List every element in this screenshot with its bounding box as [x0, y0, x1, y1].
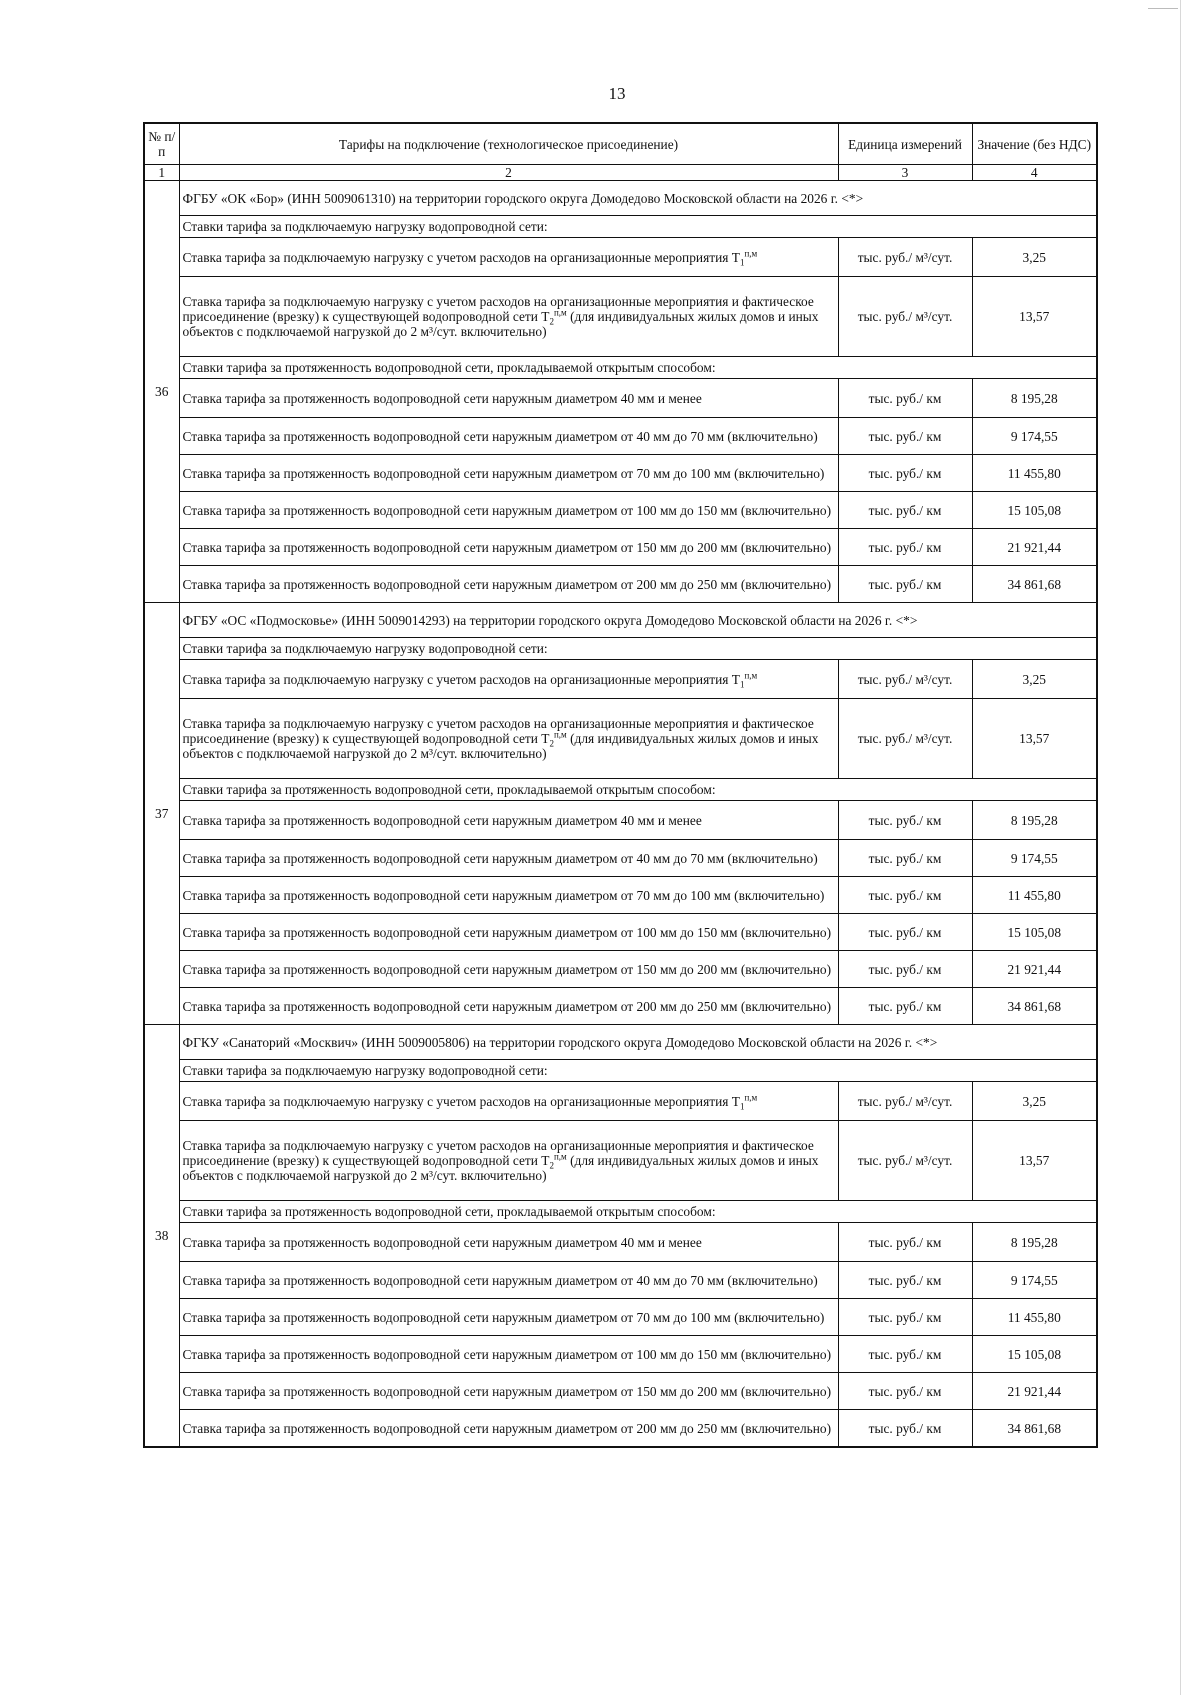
rate-t2-text: Ставка тарифа за подключаемую нагрузку с учетом расходов на организационные мероприятия и фактическое присоединение (врезку) к существующей водопроводной сети Т — [182, 1138, 814, 1168]
unit-cell: тыс. руб./ км — [838, 840, 972, 877]
page-number: 13 — [608, 84, 626, 103]
header-description: Тарифы на подключение (технологическое присоединение) — [179, 123, 838, 165]
value-cell: 34 861,68 — [972, 1410, 1097, 1448]
unit-cell: тыс. руб./ м³/сут. — [838, 238, 972, 277]
unit-cell: тыс. руб./ км — [838, 1299, 972, 1336]
unit-cell: тыс. руб./ км — [838, 455, 972, 492]
value-cell: 21 921,44 — [972, 529, 1097, 566]
table-row — [144, 877, 1097, 914]
value-cell: 9 174,55 — [972, 1262, 1097, 1299]
value-cell: 34 861,68 — [972, 566, 1097, 603]
subsection-row — [144, 1060, 1097, 1082]
load-rates-heading: Ставки тарифа за подключаемую нагрузку водопроводной сети: — [179, 216, 1097, 238]
value-cell: 3,25 — [972, 660, 1097, 699]
table-row — [144, 238, 1097, 277]
length-rate-description: Ставка тарифа за протяженность водопроводной сети наружным диаметром от 150 мм до 200 мм (включительно) — [179, 1373, 838, 1410]
superscript-index: п,м — [744, 670, 758, 681]
unit-cell: тыс. руб./ км — [838, 914, 972, 951]
value-cell: 3,25 — [972, 1082, 1097, 1121]
rate-t2-description — [179, 699, 838, 779]
superscript-index: п,м — [553, 1151, 567, 1162]
row-number: 36 — [144, 181, 179, 603]
rate-t1-text: Ставка тарифа за подключаемую нагрузку с учетом расходов на организационные мероприятия Т — [182, 671, 740, 687]
rate-t2-description — [179, 1121, 838, 1201]
value-cell: 15 105,08 — [972, 1336, 1097, 1373]
value-cell: 11 455,80 — [972, 1299, 1097, 1336]
organization-row — [144, 603, 1097, 638]
length-rate-description: Ставка тарифа за протяженность водопроводной сети наружным диаметром от 70 мм до 100 мм (включительно) — [179, 1299, 838, 1336]
table-row — [144, 914, 1097, 951]
value-cell: 13,57 — [972, 699, 1097, 779]
table-row — [144, 840, 1097, 877]
superscript-index: п,м — [553, 729, 567, 740]
unit-cell: тыс. руб./ км — [838, 988, 972, 1025]
length-rates-heading: Ставки тарифа за протяженность водопроводной сети, прокладываемой открытым способом: — [179, 779, 1097, 801]
length-rate-description: Ставка тарифа за протяженность водопроводной сети наружным диаметром от 200 мм до 250 мм (включительно) — [179, 1410, 838, 1448]
unit-cell: тыс. руб./ км — [838, 801, 972, 840]
subscript-index: 2 — [549, 1160, 554, 1171]
superscript-index: п,м — [744, 1092, 758, 1103]
header-unit: Единица измерений — [838, 123, 972, 165]
value-cell: 11 455,80 — [972, 455, 1097, 492]
table-row — [144, 1121, 1097, 1201]
unit-cell: тыс. руб./ км — [838, 951, 972, 988]
unit-cell: тыс. руб./ км — [838, 1373, 972, 1410]
table-row — [144, 951, 1097, 988]
table-row — [144, 529, 1097, 566]
value-cell: 8 195,28 — [972, 1223, 1097, 1262]
rate-t2-text-cont: (для индивидуальных жилых домов и иных объектов с подключаемой нагрузкой до 2 м³/сут. включительно) — [182, 309, 819, 339]
length-rate-description: Ставка тарифа за протяженность водопроводной сети наружным диаметром 40 мм и менее — [179, 801, 838, 840]
length-rate-description: Ставка тарифа за протяженность водопроводной сети наружным диаметром от 100 мм до 150 мм (включительно) — [179, 1336, 838, 1373]
subscript-index: 2 — [549, 316, 554, 327]
unit-cell: тыс. руб./ км — [838, 1410, 972, 1448]
value-cell: 13,57 — [972, 277, 1097, 357]
subscript-index: 2 — [549, 738, 554, 749]
value-cell: 21 921,44 — [972, 951, 1097, 988]
organization-title: ФГБУ «ОС «Подмосковье» (ИНН 5009014293) на территории городского округа Домодедово Московской области на 2026 г. <*> — [179, 603, 1097, 638]
value-cell: 9 174,55 — [972, 840, 1097, 877]
unit-cell: тыс. руб./ км — [838, 379, 972, 418]
subscript-index: 1 — [739, 257, 745, 268]
value-cell: 9 174,55 — [972, 418, 1097, 455]
unit-cell: тыс. руб./ м³/сут. — [838, 1082, 972, 1121]
rate-t1-description — [179, 1082, 838, 1121]
table-row — [144, 699, 1097, 779]
table-row — [144, 660, 1097, 699]
table-row — [144, 1336, 1097, 1373]
unit-cell: тыс. руб./ км — [838, 877, 972, 914]
rate-t1-description — [179, 660, 838, 699]
organization-row — [144, 181, 1097, 216]
value-cell: 15 105,08 — [972, 914, 1097, 951]
column-index: 2 — [179, 165, 838, 181]
rate-t2-description — [179, 277, 838, 357]
length-rate-description: Ставка тарифа за протяженность водопроводной сети наружным диаметром от 40 мм до 70 мм (включительно) — [179, 840, 838, 877]
unit-cell: тыс. руб./ м³/сут. — [838, 1121, 972, 1201]
length-rates-heading: Ставки тарифа за протяженность водопроводной сети, прокладываемой открытым способом: — [179, 357, 1097, 379]
length-rate-description: Ставка тарифа за протяженность водопроводной сети наружным диаметром от 150 мм до 200 мм (включительно) — [179, 951, 838, 988]
length-rate-description: Ставка тарифа за протяженность водопроводной сети наружным диаметром от 40 мм до 70 мм (включительно) — [179, 418, 838, 455]
table-row — [144, 1373, 1097, 1410]
length-rate-description: Ставка тарифа за протяженность водопроводной сети наружным диаметром от 70 мм до 100 мм (включительно) — [179, 877, 838, 914]
superscript-index: п,м — [744, 248, 758, 259]
unit-cell: тыс. руб./ км — [838, 1336, 972, 1373]
column-index: 1 — [144, 165, 179, 181]
value-cell: 13,57 — [972, 1121, 1097, 1201]
scan-mark — [1148, 8, 1178, 9]
rate-t1-text: Ставка тарифа за подключаемую нагрузку с учетом расходов на организационные мероприятия Т — [182, 1093, 740, 1109]
rate-t2-text: Ставка тарифа за подключаемую нагрузку с учетом расходов на организационные мероприятия и фактическое присоединение (врезку) к существующей водопроводной сети Т — [182, 294, 814, 324]
column-index: 3 — [838, 165, 972, 181]
value-cell: 34 861,68 — [972, 988, 1097, 1025]
unit-cell: тыс. руб./ м³/сут. — [838, 699, 972, 779]
table-row — [144, 1082, 1097, 1121]
tariff-table — [143, 122, 1098, 1448]
subsection-row — [144, 1201, 1097, 1223]
organization-title: ФГБУ «ОК «Бор» (ИНН 5009061310) на территории городского округа Домодедово Московской области на 2026 г. <*> — [179, 181, 1097, 216]
unit-cell: тыс. руб./ км — [838, 492, 972, 529]
length-rate-description: Ставка тарифа за протяженность водопроводной сети наружным диаметром от 70 мм до 100 мм (включительно) — [179, 455, 838, 492]
length-rate-description: Ставка тарифа за протяженность водопроводной сети наружным диаметром 40 мм и менее — [179, 1223, 838, 1262]
unit-cell: тыс. руб./ км — [838, 529, 972, 566]
table-row — [144, 455, 1097, 492]
table-row — [144, 566, 1097, 603]
value-cell: 15 105,08 — [972, 492, 1097, 529]
table-row — [144, 1299, 1097, 1336]
value-cell: 11 455,80 — [972, 877, 1097, 914]
table-row — [144, 1223, 1097, 1262]
table-row — [144, 801, 1097, 840]
table-row — [144, 988, 1097, 1025]
column-index: 4 — [972, 165, 1097, 181]
table-row — [144, 1262, 1097, 1299]
subsection-row — [144, 357, 1097, 379]
unit-cell: тыс. руб./ км — [838, 1223, 972, 1262]
row-number: 38 — [144, 1025, 179, 1448]
unit-cell: тыс. руб./ м³/сут. — [838, 660, 972, 699]
value-cell: 3,25 — [972, 238, 1097, 277]
subscript-index: 1 — [739, 679, 745, 690]
table-header-row — [144, 123, 1097, 165]
table-row — [144, 492, 1097, 529]
load-rates-heading: Ставки тарифа за подключаемую нагрузку водопроводной сети: — [179, 1060, 1097, 1082]
unit-cell: тыс. руб./ км — [838, 418, 972, 455]
length-rate-description: Ставка тарифа за протяженность водопроводной сети наружным диаметром 40 мм и менее — [179, 379, 838, 418]
organization-row — [144, 1025, 1097, 1060]
unit-cell: тыс. руб./ м³/сут. — [838, 277, 972, 357]
subsection-row — [144, 638, 1097, 660]
column-index-row — [144, 165, 1097, 181]
load-rates-heading: Ставки тарифа за подключаемую нагрузку водопроводной сети: — [179, 638, 1097, 660]
header-num: № п/п — [144, 123, 179, 165]
length-rate-description: Ставка тарифа за протяженность водопроводной сети наружным диаметром от 200 мм до 250 мм (включительно) — [179, 566, 838, 603]
subsection-row — [144, 216, 1097, 238]
rate-t2-text-cont: (для индивидуальных жилых домов и иных объектов с подключаемой нагрузкой до 2 м³/сут. включительно) — [182, 1153, 819, 1183]
rate-t1-text: Ставка тарифа за подключаемую нагрузку с учетом расходов на организационные мероприятия Т — [182, 249, 740, 265]
length-rates-heading: Ставки тарифа за протяженность водопроводной сети, прокладываемой открытым способом: — [179, 1201, 1097, 1223]
unit-cell: тыс. руб./ км — [838, 566, 972, 603]
rate-t1-description — [179, 238, 838, 277]
unit-cell: тыс. руб./ км — [838, 1262, 972, 1299]
subsection-row — [144, 779, 1097, 801]
rate-t2-text-cont: (для индивидуальных жилых домов и иных объектов с подключаемой нагрузкой до 2 м³/сут. включительно) — [182, 731, 819, 761]
value-cell: 8 195,28 — [972, 379, 1097, 418]
row-number: 37 — [144, 603, 179, 1025]
table-row — [144, 277, 1097, 357]
rate-t2-text: Ставка тарифа за подключаемую нагрузку с учетом расходов на организационные мероприятия и фактическое присоединение (врезку) к существующей водопроводной сети Т — [182, 716, 814, 746]
length-rate-description: Ставка тарифа за протяженность водопроводной сети наружным диаметром от 100 мм до 150 мм (включительно) — [179, 914, 838, 951]
header-value: Значение (без НДС) — [972, 123, 1097, 165]
scan-edge-line — [1180, 0, 1181, 1695]
organization-title: ФГКУ «Санаторий «Москвич» (ИНН 5009005806) на территории городского округа Домодедово Московской области на 2026 г. <*> — [179, 1025, 1097, 1060]
table-row — [144, 379, 1097, 418]
length-rate-description: Ставка тарифа за протяженность водопроводной сети наружным диаметром от 200 мм до 250 мм (включительно) — [179, 988, 838, 1025]
length-rate-description: Ставка тарифа за протяженность водопроводной сети наружным диаметром от 100 мм до 150 мм (включительно) — [179, 492, 838, 529]
table-row — [144, 418, 1097, 455]
table-body — [144, 181, 1097, 1448]
table-row — [144, 1410, 1097, 1448]
superscript-index: п,м — [553, 307, 567, 318]
value-cell: 21 921,44 — [972, 1373, 1097, 1410]
subscript-index: 1 — [739, 1101, 745, 1112]
value-cell: 8 195,28 — [972, 801, 1097, 840]
length-rate-description: Ставка тарифа за протяженность водопроводной сети наружным диаметром от 40 мм до 70 мм (включительно) — [179, 1262, 838, 1299]
length-rate-description: Ставка тарифа за протяженность водопроводной сети наружным диаметром от 150 мм до 200 мм (включительно) — [179, 529, 838, 566]
